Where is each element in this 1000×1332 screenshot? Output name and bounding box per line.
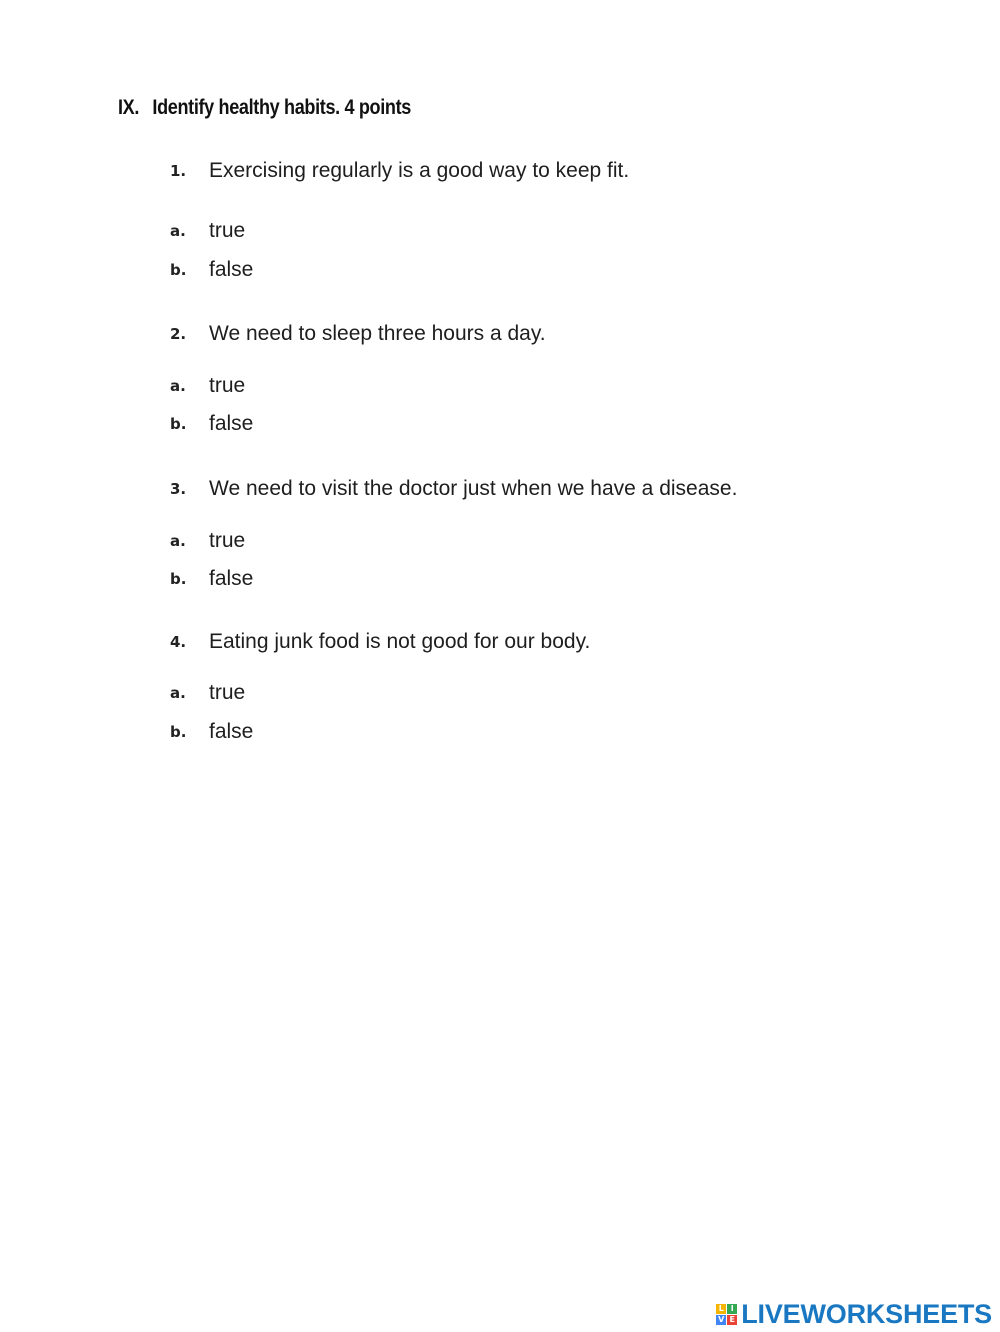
- question-3-option-b[interactable]: [170, 565, 253, 593]
- question-3: [170, 475, 737, 503]
- option-text: true: [209, 681, 246, 704]
- logo-cell: L: [716, 1304, 726, 1314]
- question-text: Eating junk food is not good for our body.: [209, 630, 591, 653]
- question-text: We need to visit the doctor just when we have a disease.: [209, 477, 738, 500]
- option-text: false: [209, 258, 254, 281]
- question-text: Exercising regularly is a good way to keep fit.: [209, 159, 630, 182]
- question-3-option-a[interactable]: [170, 527, 245, 555]
- question-2-option-b[interactable]: [170, 410, 253, 438]
- option-text: false: [209, 412, 254, 435]
- option-text: true: [209, 219, 246, 242]
- option-letter: a.: [170, 222, 186, 240]
- question-number: 2.: [170, 325, 187, 343]
- option-text: true: [209, 529, 246, 552]
- option-letter: b.: [170, 570, 187, 588]
- question-number: 4.: [170, 633, 187, 651]
- question-4-option-b[interactable]: [170, 718, 253, 746]
- question-text: We need to sleep three hours a day.: [209, 322, 546, 345]
- question-number: 3.: [170, 480, 187, 498]
- option-letter: b.: [170, 415, 187, 433]
- section-numeral: IX.: [118, 96, 140, 119]
- question-1: [170, 157, 629, 185]
- option-letter: b.: [170, 723, 187, 741]
- section-title-text: Identify healthy habits. 4 points: [152, 96, 411, 119]
- brand-text: LIVEWORKSHEETS: [741, 1298, 992, 1329]
- option-text: true: [209, 374, 246, 397]
- logo-cell: V: [718, 1314, 725, 1324]
- question-2: [170, 320, 546, 348]
- question-number: 1.: [170, 162, 187, 180]
- question-1-option-b[interactable]: [170, 256, 253, 284]
- section-title: [118, 96, 411, 120]
- logo-cell: I: [727, 1304, 737, 1314]
- question-2-option-a[interactable]: [170, 372, 245, 400]
- question-4-option-a[interactable]: [170, 679, 245, 707]
- logo-cell: E: [727, 1315, 737, 1325]
- liveworksheets-logo-icon: [716, 1304, 737, 1325]
- option-text: false: [209, 567, 254, 590]
- question-4: [170, 628, 590, 656]
- option-text: false: [209, 720, 254, 743]
- option-letter: a.: [170, 532, 186, 550]
- question-1-option-a[interactable]: [170, 217, 245, 245]
- option-letter: a.: [170, 684, 186, 702]
- liveworksheets-brand[interactable]: [716, 1300, 992, 1328]
- option-letter: b.: [170, 261, 187, 279]
- option-letter: a.: [170, 377, 186, 395]
